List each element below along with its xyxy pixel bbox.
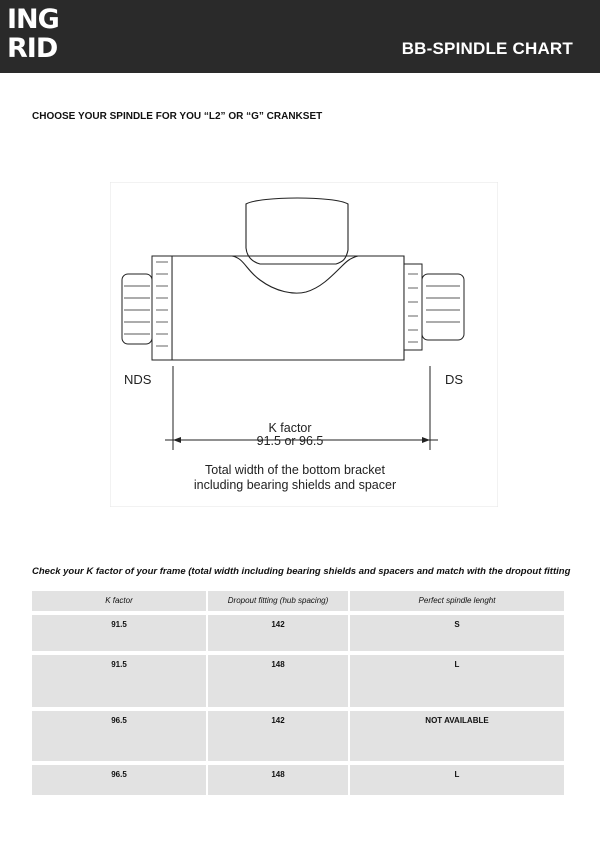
cell-dropout: 148 [207,765,349,795]
ds-cup-shape [404,264,464,350]
cell-dropout: 142 [207,711,349,761]
table-header-row [32,591,564,611]
k-factor-values: 91.5 or 96.5 [256,434,324,448]
logo-line-1: ING [7,4,59,35]
table-row [32,711,564,761]
cell-spindle: S [349,615,564,651]
header-bar [0,0,600,73]
cell-spindle: L [349,765,564,795]
cell-spindle: L [349,655,564,707]
section-subtitle: CHOOSE YOUR SPINDLE FOR YOU “L2” OR “G” CRANKSET [32,111,323,122]
cell-dropout: 142 [207,615,349,651]
table-row [32,615,564,651]
k-factor-label: K factor [268,421,312,435]
instruction-text: Check your K factor of your frame (total width including bearing shields and spacers and match with the dropout fitting [32,566,571,577]
cell-dropout: 148 [207,655,349,707]
ds-label: DS [445,372,464,387]
logo-line-2: RID [7,33,58,64]
cell-k-factor: 91.5 [32,615,207,651]
diagram-caption-line-2: including bearing shields and spacer [193,478,397,492]
nds-label: NDS [124,372,152,387]
cell-spindle: NOT AVAILABLE [349,711,564,761]
seat-tube-shape [246,198,348,264]
page-title: BB-SPINDLE CHART [401,39,573,58]
cell-k-factor: 96.5 [32,765,207,795]
header-dropout-fitting: Dropout fitting (hub spacing) [207,591,349,611]
table-row [32,765,564,795]
cell-k-factor: 91.5 [32,655,207,707]
ingrid-logo [7,6,59,66]
table-row [32,655,564,707]
bottom-bracket-diagram [110,182,498,507]
spindle-table [32,591,564,795]
header-k-factor: K factor [32,591,207,611]
diagram-caption-line-1: Total width of the bottom bracket [205,463,385,477]
header-spindle-length: Perfect spindle lenght [349,591,564,611]
cell-k-factor: 96.5 [32,711,207,761]
